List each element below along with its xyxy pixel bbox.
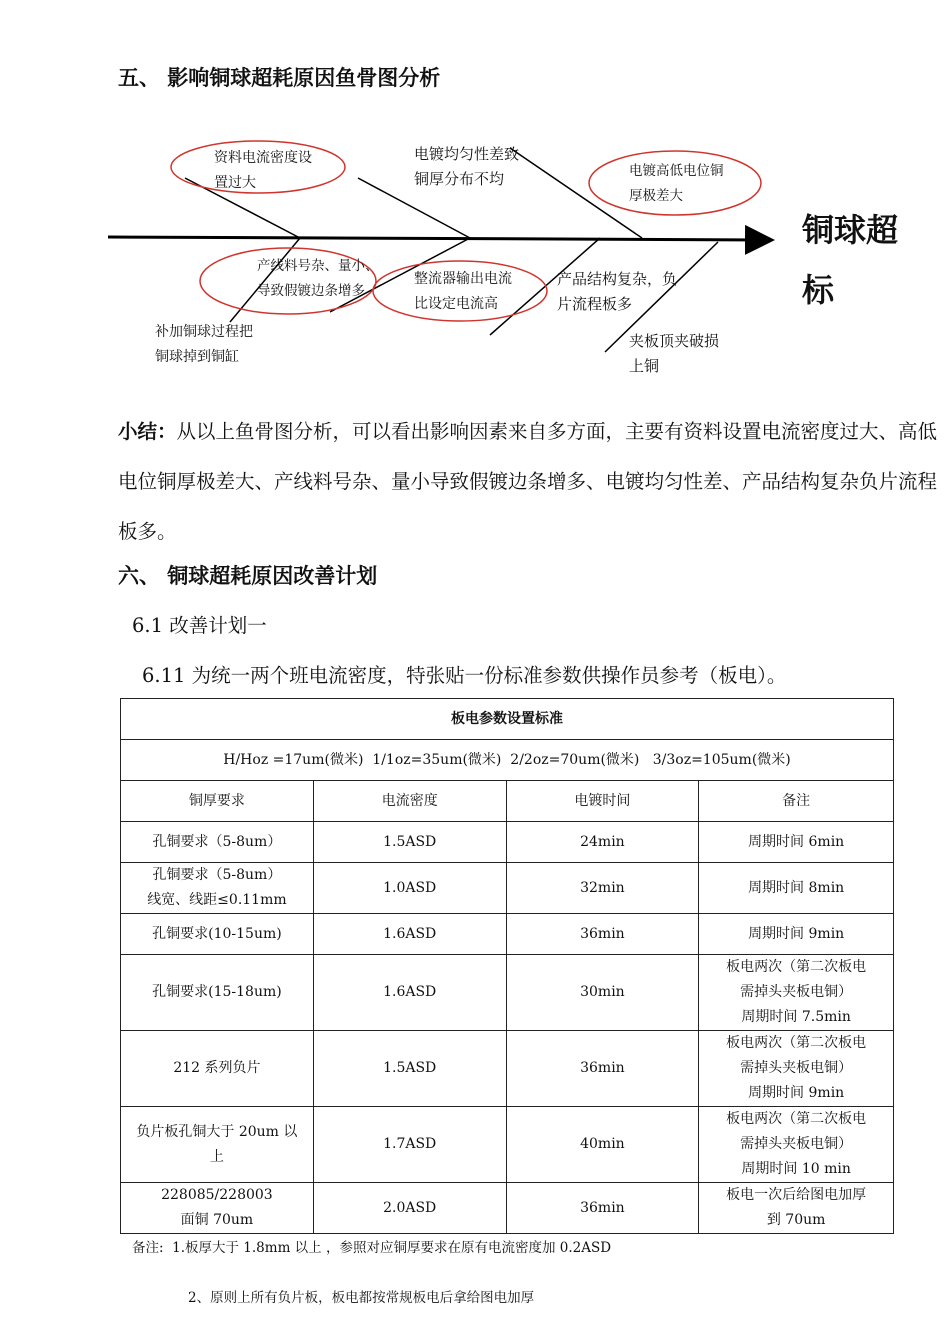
cell-note: 板电两次（第二次板电 需掉头夹板电铜） 周期时间 10 min [699, 1107, 894, 1183]
cell-density: 1.5ASD [313, 822, 506, 863]
table-row [121, 955, 894, 1031]
cell-time: 36min [506, 1031, 699, 1107]
subsection-6-1: 6.1 改善计划一 [132, 614, 267, 637]
cause-label-4: 产线料号杂、量小、 导致假镀边条增多 [257, 258, 379, 299]
cell-density: 1.5ASD [313, 1031, 506, 1107]
table-row [121, 822, 894, 863]
table-row [121, 1183, 894, 1234]
cell-time: 30min [506, 955, 699, 1031]
cell-note: 板电一次后给图电加厚 到 70um [699, 1183, 894, 1234]
cell-time: 36min [506, 1183, 699, 1234]
subsection-6-11: 6.11 为统一两个班电流密度，特张贴一份标准参数供操作员参考（板电）。 [142, 664, 787, 687]
table-row [121, 914, 894, 955]
summary-paragraph [118, 407, 948, 557]
cause-label-6: 产品结构复杂，负 片流程板多 [557, 270, 678, 313]
cell-time: 40min [506, 1107, 699, 1183]
cell-note: 板电两次（第二次板电 需掉头夹板电铜） 周期时间 7.5min [699, 955, 894, 1031]
table-row [121, 1107, 894, 1183]
parameter-table [120, 698, 894, 1234]
table-title: 板电参数设置标准 [121, 699, 894, 740]
cause-label-2: 电镀均匀性差致 铜厚分布不均 [414, 145, 520, 188]
cell-density: 1.0ASD [313, 863, 506, 914]
summary-label: 小结： [118, 420, 177, 443]
cause-label-3: 电镀高低电位铜 厚极差大 [629, 163, 724, 204]
cell-req: 孔铜要求(10-15um) [121, 914, 314, 955]
summary-text: 从以上鱼骨图分析，可以看出影响因素来自多方面，主要有资料设置电流密度过大、高低电位铜厚极差大、产线料号杂、量小导致假镀边条增多、电镀均匀性差、产品结构复杂负片流程板多。 [118, 420, 938, 543]
cell-time: 24min [506, 822, 699, 863]
cell-req: 212 系列负片 [121, 1031, 314, 1107]
cell-note: 周期时间 8min [699, 863, 894, 914]
header-current-density: 电流密度 [313, 781, 506, 822]
cell-note: 周期时间 6min [699, 822, 894, 863]
table-note-2: 2、原则上所有负片板，板电都按常规板电后拿给图电加厚 [188, 1290, 535, 1306]
fishbone-spine [108, 237, 772, 240]
cause-label-1: 资料电流密度设 置过大 [214, 150, 312, 191]
cause-label-5: 整流器输出电流 比设定电流高 [414, 271, 512, 312]
bone-upper-3 [510, 148, 642, 238]
cell-req: 孔铜要求(15-18um) [121, 955, 314, 1031]
cause-label-7: 补加铜球过程把 铜球掉到铜缸 [155, 324, 253, 365]
table-units-row: H/Hoz =17um(微米) 1/1oz=35um(微米) 2/2oz=70um(微米) 3/3oz=105um(微米) [121, 740, 894, 781]
cell-density: 2.0ASD [313, 1183, 506, 1234]
table-note-1: 备注: 1.板厚大于 1.8mm 以上 ，参照对应铜厚要求在原有电流密度加 0.2ASD [132, 1240, 612, 1256]
cell-note: 板电两次（第二次板电 需掉头夹板电铜） 周期时间 9min [699, 1031, 894, 1107]
cell-density: 1.6ASD [313, 955, 506, 1031]
cell-time: 32min [506, 863, 699, 914]
cell-density: 1.6ASD [313, 914, 506, 955]
cell-req: 孔铜要求（5-8um） [121, 822, 314, 863]
cell-req: 负片板孔铜大于 20um 以 上 [121, 1107, 314, 1183]
section-5-heading: 五、 影响铜球超耗原因鱼骨图分析 [118, 66, 441, 90]
table-row [121, 1031, 894, 1107]
cell-req: 孔铜要求（5-8um） 线宽、线距≤0.11mm [121, 863, 314, 914]
cell-density: 1.7ASD [313, 1107, 506, 1183]
header-copper-thickness: 铜厚要求 [121, 781, 314, 822]
table-header-row [121, 781, 894, 822]
header-remarks: 备注 [699, 781, 894, 822]
cause-label-8: 夹板顶夹破损 上铜 [629, 332, 720, 375]
section-6-heading: 六、 铜球超耗原因改善计划 [118, 564, 378, 588]
header-plating-time: 电镀时间 [506, 781, 699, 822]
cell-time: 36min [506, 914, 699, 955]
table-row [121, 863, 894, 914]
fishbone-effect-label: 铜球超 标 [802, 211, 899, 309]
cell-note: 周期时间 9min [699, 914, 894, 955]
cell-req: 228085/228003 面铜 70um [121, 1183, 314, 1234]
